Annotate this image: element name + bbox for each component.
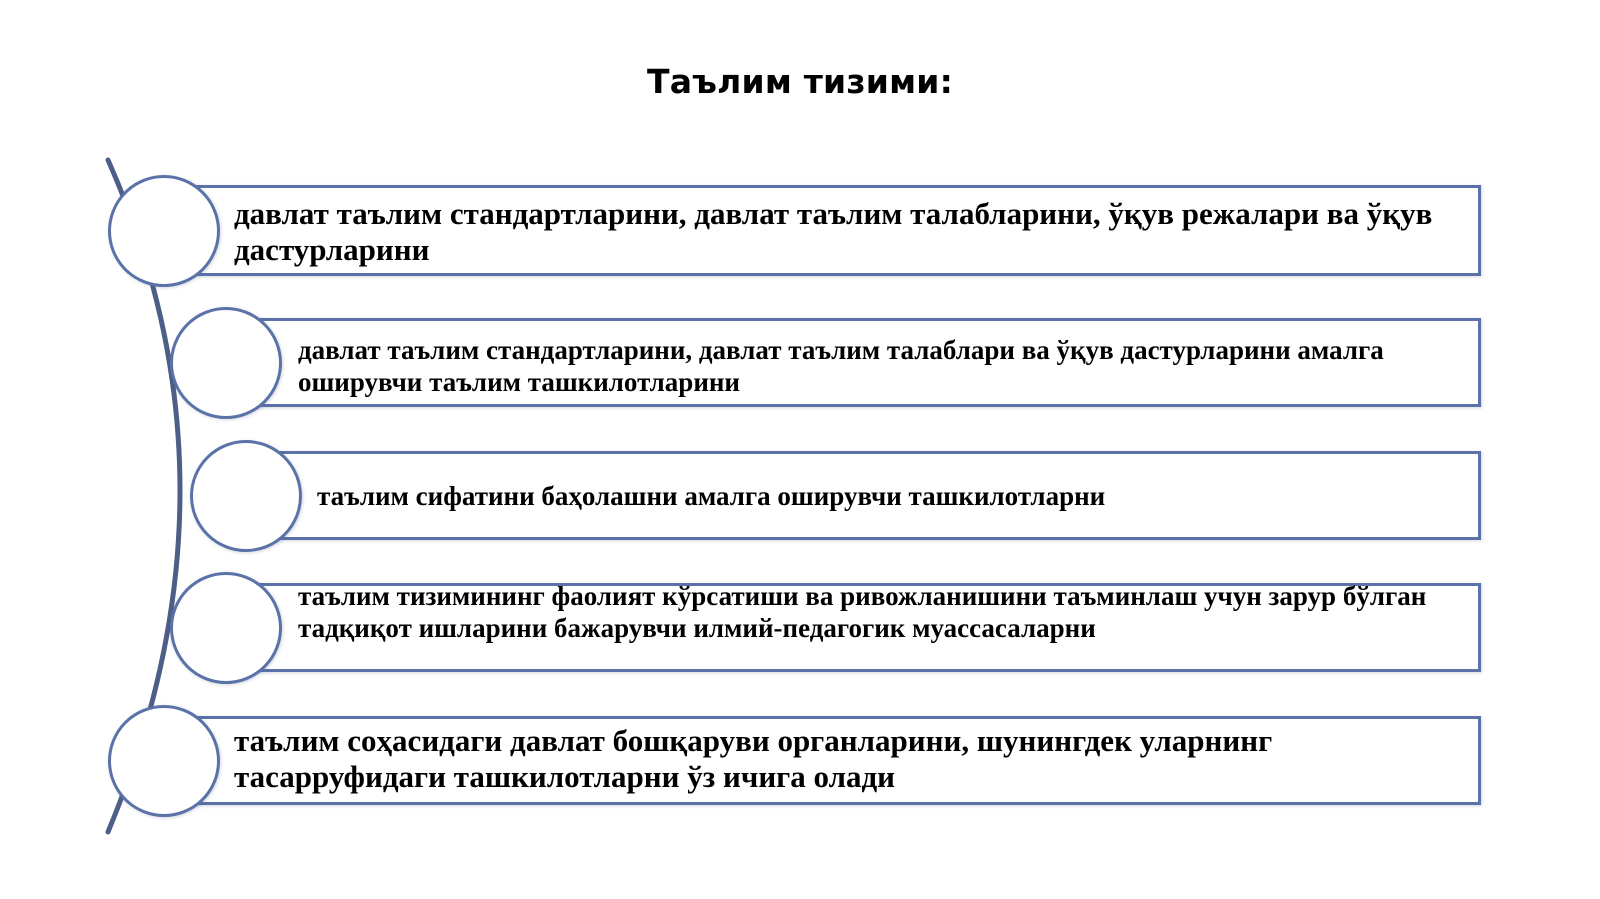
- list-item-bullet-circle-1: [108, 175, 220, 287]
- list-item-bullet-circle-2: [170, 307, 282, 419]
- list-item-text-4: таълим тизимининг фаолият кўрсатиши ва ривожланишини таъминлаш учун зарур бўлган тадқиқот ишларини бажарувчи илмий-педагогик муассасаларни: [298, 581, 1427, 643]
- list-item-text-1: давлат таълим стандартларини, давлат таълим талабларини, ўқув режалари ва ўқув дастурларини: [234, 196, 1433, 267]
- list-item-bullet-circle-3: [190, 440, 302, 552]
- list-item-text-5: таълим соҳасидаги давлат бошқаруви органларини, шунингдек уларнинг тасарруфидаги ташкилотларни ўз ичига олади: [234, 723, 1273, 794]
- list-item-bullet-circle-4: [170, 572, 282, 684]
- list-item-text-2: давлат таълим стандартларини, давлат таълим талаблари ва ўқув дастурларини амалга оширувчи таълим ташкилотларини: [298, 335, 1384, 397]
- slide-title: Таълим тизими:: [647, 62, 953, 101]
- list-item-bullet-circle-5: [108, 705, 220, 817]
- list-item-text-3: таълим сифатини баҳолашни амалга оширувчи ташкилотларни: [317, 481, 1106, 511]
